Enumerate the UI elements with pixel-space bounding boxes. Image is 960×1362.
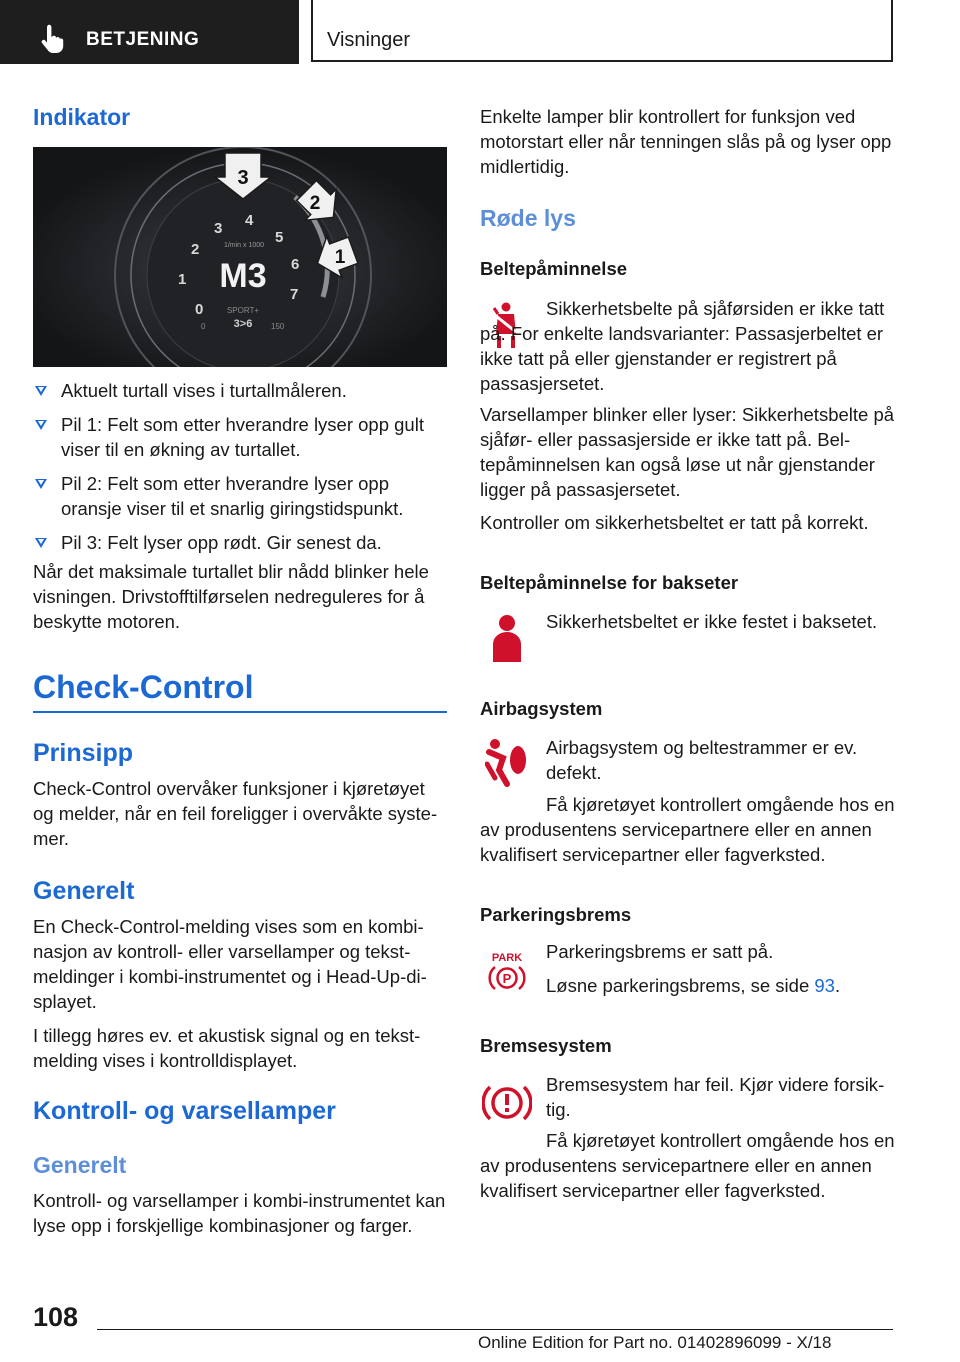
list-item: Pil 2: Felt som etter hverandre lyser opp oransje viser til et snarlig giringstidspunkt. bbox=[33, 471, 447, 521]
rear-belt-text: Sikkerhetsbeltet er ikke festet i baksetet. bbox=[546, 611, 878, 632]
gauge-scale-4: 4 bbox=[245, 212, 254, 229]
gauge-scale-0: 0 bbox=[195, 301, 204, 318]
intro-paragraph: Enkelte lamper blir kontrollert for funksjon ved motorstart eller når tenningen slås på og lyser opp midlertidig. bbox=[480, 106, 892, 177]
lamps-generelt-paragraph: Kontroll- og varsellamper i kombi-instrumentet kan lyse opp i forskjellige kombinasjoner og farger. bbox=[33, 1190, 446, 1236]
page-link-93[interactable]: 93 bbox=[814, 975, 835, 996]
triangle-bullet-icon bbox=[35, 538, 47, 548]
belt-reminder-text-3: Kontroller om sikkerhetsbeltet er tatt på korrekt. bbox=[480, 512, 869, 533]
gauge-gear-text: 3>6 bbox=[233, 318, 253, 330]
svg-text:1: 1 bbox=[334, 247, 346, 268]
gauge-scale-1: 1 bbox=[178, 271, 187, 288]
airbag-icon bbox=[485, 738, 529, 790]
rev-gauge-image bbox=[33, 147, 447, 367]
generelt-heading: Generelt bbox=[33, 877, 135, 905]
triangle-bullet-icon bbox=[35, 420, 47, 430]
parking-brake-text-2: Løsne parkeringsbrems, se side 93. bbox=[546, 975, 841, 996]
parking-brake-text-1: Parkeringsbrems er satt på. bbox=[546, 941, 774, 962]
check-control-heading: Check-Control bbox=[33, 669, 254, 705]
hand-pointer-icon bbox=[38, 24, 66, 54]
footer-edition: Online Edition for Part no. 01402896099 - X/18 bbox=[478, 1333, 832, 1352]
generelt-paragraph-2: I tillegg høres ev. et akustisk signal og en tekstmelding vises i kontrolldisplayet. bbox=[33, 1025, 421, 1071]
prinsipp-heading: Prinsipp bbox=[33, 739, 134, 767]
gauge-mode-text: SPORT+ bbox=[226, 306, 260, 315]
page-number: 108 bbox=[33, 1302, 79, 1332]
list-item: Pil 1: Felt som etter hverandre lyser opp gult viser til en økning av turtallet. bbox=[33, 412, 447, 462]
triangle-bullet-icon bbox=[35, 386, 47, 396]
brake-system-text-1: Bremsesystem har feil. Kjør videre forsiktig. bbox=[546, 1074, 885, 1120]
park-brake-icon bbox=[487, 950, 527, 992]
triangle-bullet-icon bbox=[35, 479, 47, 489]
airbag-heading: Airbagsystem bbox=[480, 698, 603, 719]
gauge-scale-7: 7 bbox=[290, 286, 299, 303]
svg-text:PARK: PARK bbox=[491, 952, 523, 964]
list-item: Aktuelt turtall vises i turtallmåleren. bbox=[33, 378, 447, 403]
header-chapter-box bbox=[311, 0, 893, 62]
header-section-tab bbox=[0, 0, 299, 64]
footer-rule bbox=[97, 1329, 893, 1330]
svg-text:P: P bbox=[502, 971, 512, 986]
lamps-generelt-heading: Generelt bbox=[33, 1152, 127, 1178]
gauge-scale-6: 6 bbox=[291, 256, 300, 273]
rev-gauge-illustration bbox=[33, 147, 447, 367]
list-item: Pil 3: Felt lyser opp rødt. Gir senest da. bbox=[33, 530, 447, 555]
svg-text:2: 2 bbox=[309, 193, 321, 214]
rear-seat-person-icon bbox=[489, 614, 525, 664]
gauge-scale-5: 5 bbox=[275, 229, 284, 246]
rear-belt-heading: Beltepåminnelse for bakseter bbox=[480, 572, 739, 593]
belt-reminder-text-2: Varsellamper blinker eller lyser: Sikkerhetsbelte på sjåfør- eller passasjerside er ikke tatt på. Beltepåminnelsen kan også løse ut når gjenstander ligger på passasjersetet. bbox=[480, 404, 895, 500]
max-rpm-paragraph: Når det maksimale turtallet blir nådd blinker hele visningen. Drivstofftilførselen nedreguleres for å beskytte motoren. bbox=[33, 561, 429, 632]
gauge-unit-text: 1/min x 1000 bbox=[223, 242, 265, 249]
gauge-scale-3: 3 bbox=[214, 220, 223, 237]
brake-system-heading: Bremsesystem bbox=[480, 1035, 612, 1056]
indikator-bullet-list bbox=[33, 378, 447, 564]
red-lights-heading: Røde lys bbox=[480, 205, 576, 231]
prinsipp-paragraph: Check-Control overvåker funksjoner i kjøretøyet og melder, når en feil foreligger i overvåkte systemer. bbox=[33, 778, 438, 849]
gauge-speed-low: 0 bbox=[201, 322, 206, 331]
generelt-paragraph-1: En Check-Control-melding vises som en kombinasjon av kontroll- eller varsellamper og tekstmeldinger i kombi-instrumentet og i Head-Up-displayet. bbox=[33, 916, 427, 1012]
header-section-label: BETJENING bbox=[86, 29, 200, 50]
airbag-text-1: Airbagsystem og beltestrammer er ev. defekt. bbox=[546, 737, 858, 783]
svg-text:3: 3 bbox=[237, 167, 249, 189]
belt-reminder-heading: Beltepåminnelse bbox=[480, 258, 628, 279]
gauge-speed-high: 150 bbox=[271, 322, 285, 331]
header-chapter-label: Visninger bbox=[327, 29, 411, 51]
brake-system-text-2: Få kjøretøyet kontrollert omgående hos en av produsentens servicepartnere eller en annen kvalifisert servicepartner eller fagverksted. bbox=[480, 1130, 895, 1201]
brake-warning-icon bbox=[482, 1082, 532, 1124]
heading-underline bbox=[33, 711, 447, 713]
indikator-heading: Indikator bbox=[33, 104, 131, 130]
parking-brake-heading: Parkeringsbrems bbox=[480, 904, 632, 925]
belt-reminder-text-1: Sikkerhetsbelte på sjåførsiden er ikke tatt på. For enkelte landsvarianter: Passasjerbeltet er ikke tatt på eller gjenstander er registrert på passasjersetet. bbox=[480, 298, 885, 394]
gauge-scale-2: 2 bbox=[191, 241, 200, 258]
airbag-text-2: Få kjøretøyet kontrollert omgående hos en av produsentens servicepartnere eller en annen kvalifisert servicepartner eller fagverksted. bbox=[480, 794, 895, 865]
lamps-heading: Kontroll- og varsellamper bbox=[33, 1097, 336, 1125]
gauge-display-text: M3 bbox=[219, 257, 267, 295]
